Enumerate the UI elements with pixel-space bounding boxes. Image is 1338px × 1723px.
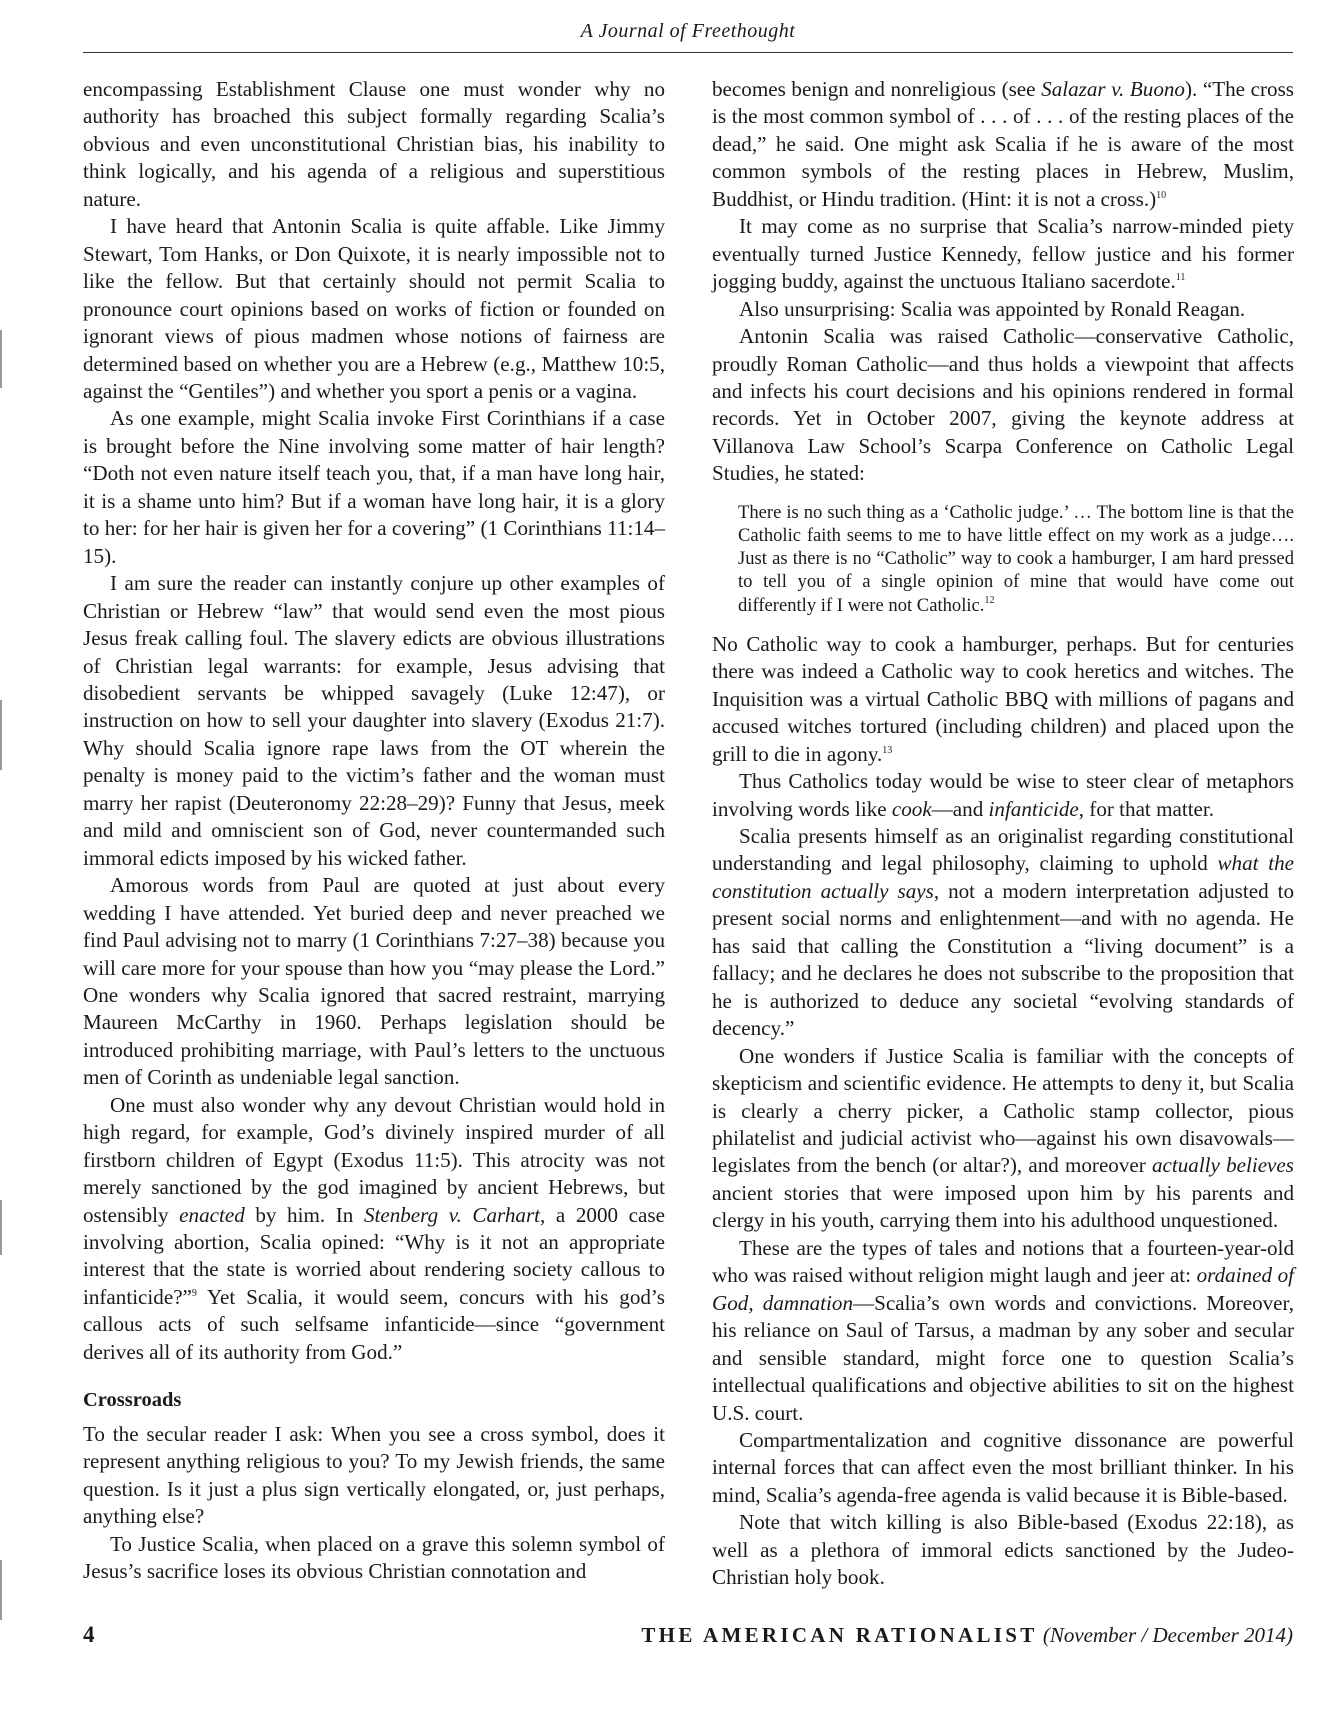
emphasis: actually believes <box>1151 1153 1294 1178</box>
paragraph: Also unsurprising: Scalia was appointed by Ronald Reagan. <box>739 296 1246 321</box>
footer-title <box>641 1623 1293 1648</box>
magazine-name: THE AMERICAN RATIONALIST <box>641 1623 1038 1647</box>
scan-edge-mark <box>0 700 2 770</box>
paragraph: It may come as no surprise that Scalia’s narrow-minded piety eventually turned Justice Kennedy, fellow justice and his former jogging buddy, against the unctuous Italiano sacerdote.$^{11}$ <box>712 214 1294 294</box>
emphasis: what the constitution actually says <box>712 851 1294 903</box>
page-number: 4 <box>83 1622 95 1647</box>
footnote-ref: 9 <box>191 1287 197 1299</box>
section-heading: Crossroads <box>83 1389 182 1412</box>
footnote-ref: 10 <box>1156 189 1167 201</box>
block-quote: There is no such thing as a ‘Catholic judge.’ … The bottom line is that the Catholic faith seems to me to have little effect on my work as a judge…. Just as there is no “Catholic” way to cook a hamburger, I am hard pressed to tell you of a single opinion of mine that would have come out differently if I were not Catholic.$^{12}$ <box>738 501 1294 616</box>
paragraph: encompassing Establishment Clause one must wonder why no authority has broached this subject formally regarding Scalia’s obvious and even unconstitutional Christian bias, his inability to think logically, and his agenda of a religious and superstitious nature. <box>83 77 665 211</box>
paragraph: I am sure the reader can instantly conjure up other examples of Christian or Hebrew “law” that would send even the most pious Jesus freak calling foul. The slavery edicts are obvious illustrations of Christian legal warrants: for example, Jesus advising that disobedient servants be whipped savagely (Luke 12:47), or instruction on how to sell your daughter into slavery (Exodus 21:7). Why should Scalia ignore rape laws from the OT wherein the penalty is money paid to the victim’s father and the woman must marry her rapist (Deuteronomy 22:28–29)? Funny that Jesus, meek and mild and omniscient son of God, never countermanded such immoral edicts imposed by his wicked father. <box>83 571 665 870</box>
footnote-ref: 11 <box>1175 272 1186 284</box>
paragraph: Amorous words from Paul are quoted at just about every wedding I have attended. Yet buried deep and never preached we find Paul advising not to marry (1 Corinthians 7:27–38) because you will care more for your spouse than how you “may please the Lord.” One wonders why Scalia ignored that sacred restraint, marrying Maureen McCarthy in 1960. Perhaps legislation should be introduced prohibiting marriage, with Paul’s letters to the unctuous men of Corinth as undeniable legal sanction. <box>83 873 665 1090</box>
paragraph: One must also wonder why any devout Christian would hold in high regard, for example, God’s divinely inspired murder of all firstborn children of Egypt (Exodus 11:5). This atrocity was not merely sanctioned by the god imagined by ancient Hebrews, but ostensibly enacted by him. In Stenberg v. Carhart, a 2000 case involving abortion, Scalia opined: “Why is it not an appropriate interest that the state is worried about rendering society callous to infanticide?”$^9$ Yet Scalia, it would seem, concurs with his god’s callous acts of such selfsame infanticide—since “government derives all of its authority from God.” <box>83 1092 665 1364</box>
paragraph: No Catholic way to cook a hamburger, perhaps. But for centuries there was indeed a Catholic way to cook heretics and witches. The Inquisition was a virtual Catholic BBQ with millions of pagans and accused witches tortured (including children) and placed upon the grill to die in agony.$^{13}$ <box>712 631 1294 766</box>
paragraph: Scalia presents himself as an originalist regarding constitutional understanding and legal philosophy, claiming to uphold what the constitution actually says, not a modern interpretation adjusted to present social norms and enlightenment—and with no agenda. He has said that calling the Constitution a “living document” is a fallacy; and he declares he does not subscribe to the proposition that he is authorized to deduce any societal “evolving standards of decency.” <box>712 823 1294 1041</box>
header-rule <box>83 52 1293 53</box>
paragraph: Compartmentalization and cognitive dissonance are powerful internal forces that can affect even the most brilliant thinker. In his mind, Scalia’s agenda-free agenda is valid because it is Bible-based. <box>712 1427 1294 1507</box>
paragraph: These are the types of tales and notions that a fourteen-year-old who was raised without religion might laugh and jeer at: ordained of God, damnation—Scalia’s own words and convictions. Moreover, his reliance on Saul of Tarsus, a madman by any sober and secular and sensible standard, might force one to question Scalia’s intellectual qualifications and objective abilities to sit on the highest U.S. court. <box>712 1235 1294 1425</box>
paragraph: To the secular reader I ask: When you see a cross symbol, does it represent anything religious to you? To my Jewish friends, the same question. Is it just a plus sign vertically elongated, or, just perhaps, anything else? <box>83 1421 665 1529</box>
case-name: Stenberg v. Carhart <box>363 1202 541 1227</box>
paragraph: One wonders if Justice Scalia is familiar with the concepts of skepticism and scientific evidence. He attempts to deny it, but Scalia is clearly a cherry picker, a Catholic stamp collector, pious philatelist and judicial activist who—against his own disavowals—legislates from the bench (or altar?), and moreover actually believes ancient stories that were imposed upon him by his parents and clergy in his youth, carrying them into his adulthood unquestioned. <box>712 1043 1294 1233</box>
emphasis: enacted <box>179 1202 245 1227</box>
emphasis: ordained of God <box>712 1263 1294 1315</box>
emphasis: infanticide <box>988 796 1079 821</box>
paragraph: Antonin Scalia was raised Catholic—conservative Catholic, proudly Roman Catholic—and thus holds a viewpoint that affects and infects his court decisions and his opinions rendered in formal records. Yet in October 2007, giving the keynote address at Villanova Law School’s Scarpa Conference on Catholic Legal Studies, he stated: <box>712 324 1294 486</box>
case-name: Salazar v. Buono <box>1041 77 1185 101</box>
footnote-ref: 12 <box>984 594 995 606</box>
paragraph: Note that witch killing is also Bible-based (Exodus 22:18), as well as a plethora of immoral edicts sanctioned by the Judeo-Christian holy book. <box>712 1510 1294 1590</box>
scan-edge-mark <box>0 330 2 388</box>
scan-edge-mark <box>0 1200 2 1255</box>
paragraph: As one example, might Scalia invoke First Corinthians if a case is brought before the Nine involving some matter of hair length? “Doth not even nature itself teach you, that, if a man have long hair, it is a shame unto him? But if a woman have long hair, it is a glory to her: for her hair is given her for a covering” (1 Corinthians 11:14–15). <box>83 406 665 568</box>
issue-date: (November / December 2014) <box>1042 1623 1293 1647</box>
footnote-ref: 13 <box>882 744 893 756</box>
paragraph: becomes benign and nonreligious (see Salazar v. Buono). “The cross is the most common symbol of . . . of . . . of the resting places of the dead,” he said. One might ask Scalia if he is aware of the most common symbols of the resting places in Hebrew, Muslim, Buddhist, or Hindu tradition. (Hint: it is not a cross.)$^{10}$ <box>712 77 1295 211</box>
paragraph: I have heard that Antonin Scalia is quite affable. Like Jimmy Stewart, Tom Hanks, or Don Quixote, it is nearly impossible not to like the fellow. But that certainly should not permit Scalia to pronounce court opinions based on works of fiction or founded on ignorant views of pious madmen whose notions of fairness are determined based on whether you are a Hebrew (e.g., Matthew 10:5, against the “Gentiles”) and whether you sport a penis or a vagina. <box>83 214 665 403</box>
right-column <box>712 76 1294 1592</box>
left-column <box>83 76 665 1585</box>
emphasis: cook <box>891 796 932 821</box>
paragraph: To Justice Scalia, when placed on a grave this solemn symbol of Jesus’s sacrifice loses its obvious Christian connotation and <box>83 1531 665 1584</box>
emphasis: damnation <box>762 1290 854 1315</box>
paragraph: Thus Catholics today would be wise to steer clear of metaphors involving words like cook—and infanticide, for that matter. <box>712 769 1294 821</box>
running-head: A Journal of Freethought <box>580 20 796 42</box>
scan-edge-mark <box>0 1560 2 1620</box>
